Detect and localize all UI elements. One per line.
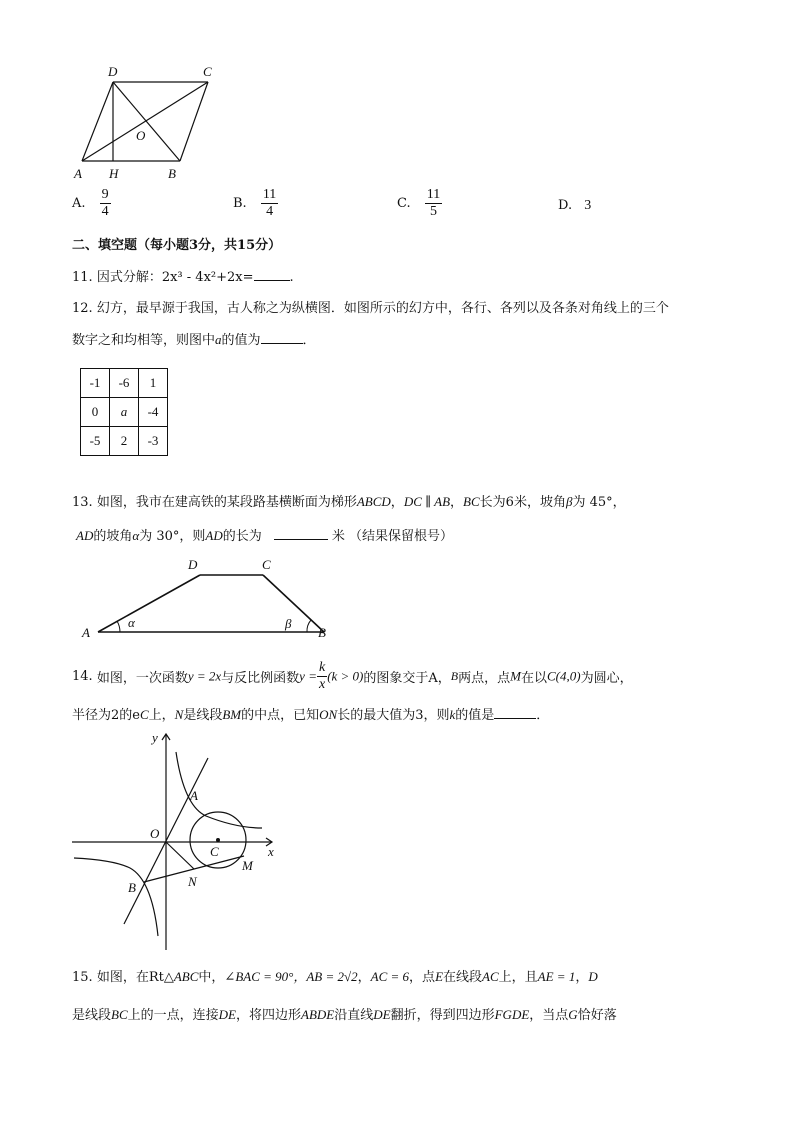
q10-option-c: [397, 187, 442, 220]
option-fraction: $\frac{11}{5}$: [426, 187, 441, 219]
grid-cell: -5: [81, 427, 110, 456]
option-value: 3: [584, 198, 592, 213]
label-A: A: [190, 788, 198, 803]
label-A: A: [82, 625, 90, 640]
q12-var-a: a: [215, 332, 222, 347]
label-B: B: [128, 880, 136, 895]
question-14-line-2: 半径为2的eC上，N是线段BM的中点，已知ON长的最大值为3，则k的值是 ．: [72, 707, 550, 723]
q14-answer-blank[interactable]: [494, 706, 536, 719]
q10-option-b: [233, 187, 278, 220]
grid-cell: 1: [139, 369, 168, 398]
q12-answer-blank[interactable]: [261, 331, 303, 344]
question-14-line-1: 14. 如图，一次函数y = 2x与反比例函数y = $\frac{k}{x}$ (k > 0)的图象交于A，B两点，点M在以C(4,0)为圆心，: [72, 660, 633, 692]
q12-line1: 幻方，最早源于我国，古人称之为纵横图．如图所示的幻方中，各行、各列以及各条对角线上的三个: [96, 301, 669, 316]
grid-cell: 2: [110, 427, 139, 456]
q11-text: 因式分解：2x³ - 4x²+2x=: [96, 270, 254, 285]
table-row: [81, 369, 168, 398]
option-fraction: $\frac{9}{4}$: [101, 187, 109, 219]
grid-cell: -4: [139, 398, 168, 427]
label-B: B: [168, 166, 176, 181]
label-A: A: [74, 166, 82, 181]
axis-x-label: x: [268, 844, 274, 859]
question-13-line-1: 13. 如图，我市在建高铁的某段路基横断面为梯形ABCD，DC ∥ AB，BC长为6米，坡角β为 45°，: [72, 494, 626, 510]
grid-cell: 0: [81, 398, 110, 427]
label-H: H: [109, 166, 119, 181]
question-12-line-2: 数字之和均相等，则图中a的值为 ．: [72, 332, 316, 348]
option-letter: C.: [397, 196, 411, 211]
label-D: D: [108, 64, 118, 79]
grid-cell: -1: [81, 369, 110, 398]
label-B: B: [318, 625, 326, 640]
label-O: O: [150, 826, 160, 841]
label-N: N: [188, 874, 197, 889]
question-15-line-1: 15. 如图，在Rt△ABC中，∠BAC = 90°，AB = 2√2，AC = 6，点E在线段AC上，且AE = 1，D: [72, 969, 598, 985]
q10-option-d: [558, 198, 591, 214]
table-row: [81, 398, 168, 427]
label-beta: β: [285, 616, 292, 631]
question-11: [72, 266, 294, 285]
label-C: C: [203, 64, 212, 79]
label-D: D: [188, 557, 198, 572]
label-M: M: [242, 858, 253, 873]
option-fraction: $\frac{11}{4}$: [262, 187, 277, 219]
q14-coordinate-figure: [66, 728, 296, 954]
label-C: C: [210, 844, 219, 859]
q14-fraction: $\frac{k}{x}$: [318, 660, 326, 692]
label-O: O: [136, 128, 146, 143]
label-alpha: α: [128, 615, 135, 630]
grid-cell: a: [110, 398, 139, 427]
option-letter: B.: [233, 196, 247, 211]
label-C: C: [262, 557, 271, 572]
grid-cell: -3: [139, 427, 168, 456]
magic-square: [80, 368, 168, 456]
q11-end: .: [289, 270, 294, 285]
q10-option-a: [72, 187, 111, 220]
option-letter: A.: [72, 196, 86, 211]
q13-answer-blank[interactable]: [274, 527, 328, 540]
section-title: 二、填空题（每小题3分，共15分）: [72, 238, 282, 253]
question-12-line-1: [72, 297, 669, 316]
q12-number: 12.: [72, 301, 93, 316]
question-13-line-2: AD的坡角α为 30°，则AD的长为 米 （结果保留根号）: [76, 528, 454, 544]
question-15-line-2: 是线段BC上的一点，连接DE，将四边形ABDE沿直线DE翻折，得到四边形FGDE，当点G恰好落: [72, 1007, 617, 1023]
q10-parallelogram-figure: [66, 60, 236, 185]
grid-cell: -6: [110, 369, 139, 398]
table-row: [81, 427, 168, 456]
q11-number: 11.: [72, 270, 93, 285]
option-letter: D.: [558, 198, 573, 213]
q13-trapezoid-figure: [76, 553, 336, 645]
axis-y-label: y: [152, 730, 158, 745]
q11-answer-blank[interactable]: [254, 268, 290, 281]
